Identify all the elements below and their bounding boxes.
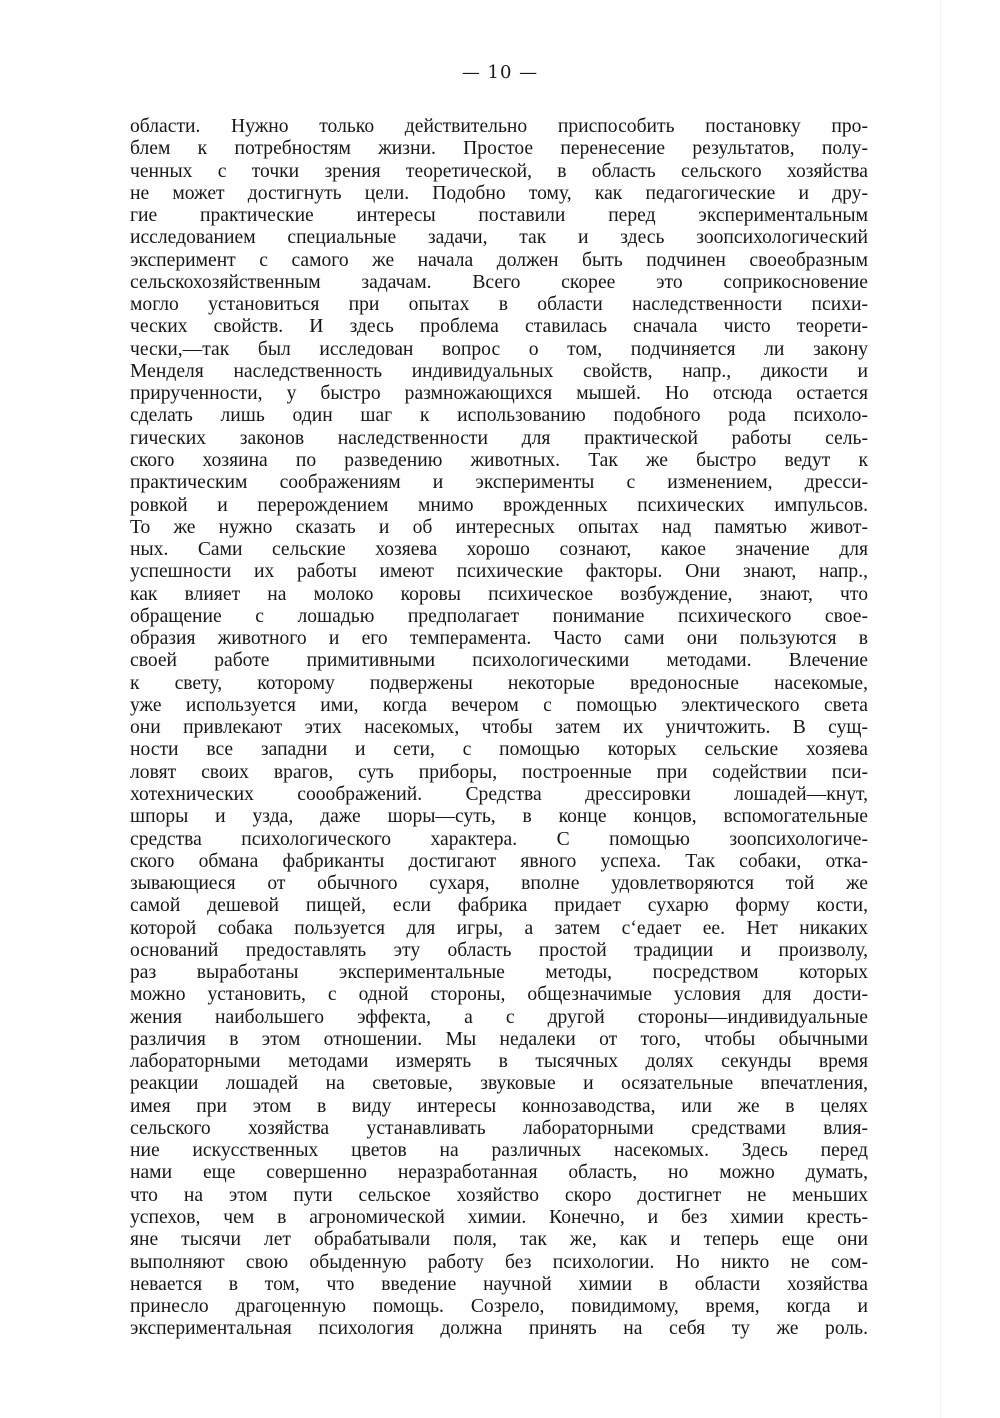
text-line: лабораторными методами измерять в тысячных долях секунды время [130, 1051, 868, 1073]
text-line: нами еще совершенно неразработанная область, но можно думать, [130, 1162, 868, 1184]
text-line: практическим соображениям и эксперименты с изменением, дресси- [130, 472, 868, 494]
text-line: обращение с лошадью предполагает понимание психического свое- [130, 605, 868, 627]
text-line: То же нужно сказать и об интересных опытах над памятью живот- [130, 516, 868, 538]
text-line: оснований предоставлять эту область простой традиции и произволу, [130, 939, 868, 961]
text-line: к свету, которому подвержены некоторые вредоносные насекомые, [130, 672, 868, 694]
text-line: ловят своих врагов, суть приборы, построенные при содействии пси- [130, 761, 868, 783]
text-line: успехов, чем в агрономической химии. Конечно, и без химии кресть- [130, 1207, 868, 1229]
text-line: зывающиеся от обычного сухаря, вполне удовлетворяются той же [130, 873, 868, 895]
page-edge-divider [940, 0, 941, 1418]
page-number: — 10 — [461, 62, 539, 83]
text-line: экспериментальная психология должна принять на себя ту же роль. [130, 1318, 868, 1340]
text-line: ных. Сами сельские хозяева хорошо сознают, какое значение для [130, 539, 868, 561]
text-line: яне тысячи лет обрабатывали поля, так же, как и теперь еще они [130, 1229, 868, 1251]
text-line: прирученности, у быстро размножающихся мышей. Но отсюда остается [130, 383, 868, 405]
text-line: образия животного и его темперамента. Часто сами они пользуются в [130, 628, 868, 650]
text-line: средства психологического характера. С помощью зоопсихологиче- [130, 828, 868, 850]
text-line: гических законов наследственности для практической работы сель- [130, 427, 868, 449]
text-line: они привлекают этих насекомых, чтобы затем их уничтожить. В сущ- [130, 717, 868, 739]
text-line: что на этом пути сельское хозяйство скоро достигнет не меньших [130, 1184, 868, 1206]
text-line: области. Нужно только действительно приспособить постановку про- [130, 116, 868, 137]
text-line: исследованием специальные задачи, так и здесь зоопсихологический [130, 227, 868, 249]
body-text [130, 116, 868, 1341]
text-line: невается в том, что введение научной химии в области хозяйства [130, 1273, 868, 1295]
text-line: принесло драгоценную помощь. Созрело, повидимому, время, когда и [130, 1296, 868, 1318]
text-line: блем к потребностям жизни. Простое перенесение результатов, полу- [130, 138, 868, 160]
text-line: ности все западни и сети, с помощью которых сельские хозяева [130, 739, 868, 761]
text-line: самой дешевой пищей, если фабрика придает сухарю форму кости, [130, 895, 868, 917]
text-line: сделать лишь один шаг к использованию подобного рода психоло- [130, 405, 868, 427]
text-line: ченных с точки зрения теоретической, в область сельского хозяйства [130, 160, 868, 182]
text-line: ского хозяина по разведению животных. Так же быстро ведут к [130, 449, 868, 471]
text-line: реакции лошадей на световые, звуковые и осязательные впечатления, [130, 1073, 868, 1095]
text-line: шпоры и узда, даже шоры—суть, в конце концов, вспомогательные [130, 806, 868, 828]
text-line: уже используется ими, когда вечером с помощью электического света [130, 694, 868, 716]
text-line: ние искусственных цветов на различных насекомых. Здесь перед [130, 1140, 868, 1162]
text-line: ровкой и перерождением мнимо врожденных психических импульсов. [130, 494, 868, 516]
text-line: ского обмана фабриканты достигают явного успеха. Так собаки, отка- [130, 850, 868, 872]
text-line: хотехнических сооображений. Средства дрессировки лошадей—кнут, [130, 783, 868, 805]
text-line: чески,—так был исследован вопрос о том, подчиняется ли закону [130, 338, 868, 360]
text-line: можно установить, с одной стороны, общезначимые условия для дости- [130, 984, 868, 1006]
text-line: которой собака пользуется для игры, а затем с‘едает ее. Нет никаких [130, 917, 868, 939]
text-line: могло установиться при опытах в области наследственности психи- [130, 294, 868, 316]
text-line: успешности их работы имеют психические факторы. Они знают, напр., [130, 561, 868, 583]
text-line: своей работе примитивными психологическими методами. Влечение [130, 650, 868, 672]
text-line: не может достигнуть цели. Подобно тому, как педагогические и дру- [130, 182, 868, 204]
text-line: Менделя наследственность индивидуальных свойств, напр., дикости и [130, 360, 868, 382]
text-line: раз выработаны экспериментальные методы, посредством которых [130, 962, 868, 984]
text-line: как влияет на молоко коровы психическое возбуждение, знают, что [130, 583, 868, 605]
text-line: имея при этом в виду интересы коннозаводства, или же в целях [130, 1095, 868, 1117]
text-line: выполняют свою обыденную работу без психологии. Но никто не сом- [130, 1251, 868, 1273]
text-line: ческих свойств. И здесь проблема ставилась сначала чисто теорети- [130, 316, 868, 338]
text-line: жения наибольшего эффекта, а с другой стороны—индивидуальные [130, 1006, 868, 1028]
text-line: сельскохозяйственным задачам. Всего скорее это соприкосновение [130, 271, 868, 293]
text-line: эксперимент с самого же начала должен быть подчинен своеобразным [130, 249, 868, 271]
text-line: гие практические интересы поставили перед экспериментальным [130, 205, 868, 227]
text-line: различия в этом отношении. Мы недалеки от того, чтобы обычными [130, 1028, 868, 1050]
text-line: сельского хозяйства устанавливать лабораторными средствами влия- [130, 1117, 868, 1139]
